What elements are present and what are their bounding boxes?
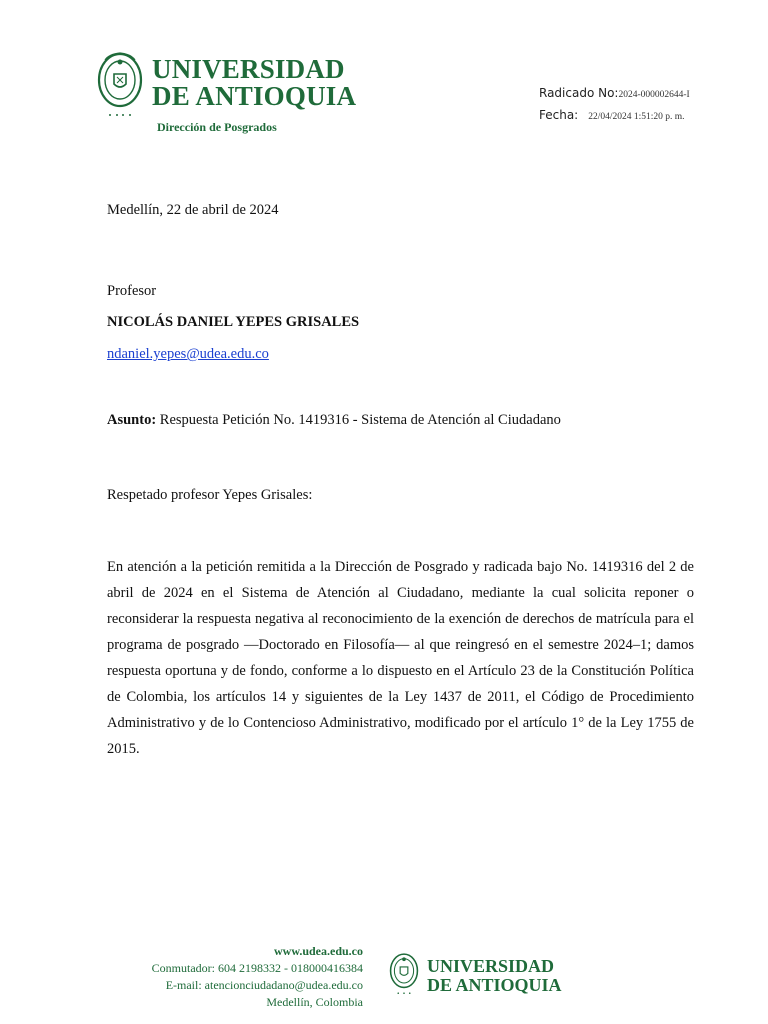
footer-university-name (427, 957, 562, 995)
footer-email[interactable]: E-mail: atencionciudadano@udea.edu.co (165, 978, 363, 992)
footer-city: Medellín, Colombia (266, 995, 363, 1009)
recipient-email-link[interactable]: ndaniel.yepes@udea.edu.co (107, 346, 269, 362)
recipient-title: Profesor (107, 283, 157, 299)
letter-date: Medellín, 22 de abril de 2024 (107, 202, 279, 218)
fecha-row (539, 105, 690, 127)
footer-university-name-line2: DE ANTIOQUIA (427, 975, 562, 995)
footer-website[interactable]: www.udea.edu.co (273, 944, 363, 958)
fecha-label: Fecha: (539, 108, 579, 122)
salutation: Respetado profesor Yepes Grisales: (107, 487, 313, 503)
university-logo (95, 50, 365, 140)
university-seal-icon (388, 951, 420, 997)
radicado-row (539, 83, 690, 105)
university-name-line1: UNIVERSIDAD (152, 54, 345, 84)
subject-label: Asunto: (107, 412, 157, 428)
fecha-value: 22/04/2024 1:51:20 p. m. (588, 112, 685, 122)
footer-phone: Conmutador: 604 2198332 - 018000416384 (151, 961, 363, 975)
university-seal-icon (95, 50, 145, 120)
radicado-label: Radicado No: (539, 86, 619, 100)
subject-line (107, 411, 561, 429)
department-name: Dirección de Posgrados (157, 120, 277, 134)
university-name-line2: DE ANTIOQUIA (152, 81, 357, 111)
footer-university-logo (388, 951, 568, 999)
recipient-name: NICOLÁS DANIEL YEPES GRISALES (107, 314, 360, 330)
footer-contact (120, 943, 363, 1011)
radicado-block (539, 83, 690, 127)
radicado-value: 2024-000002644-I (618, 90, 690, 100)
footer-university-name-line1: UNIVERSIDAD (427, 956, 555, 976)
body-paragraph: En atención a la petición remitida a la Dirección de Posgrado y radicada bajo No. 1419316 del 2 de abril de 2024 en el Sistema de Atención al Ciudadano, mediante la cual solicita reponer o reconsiderar la respuesta negativa al reconocimiento de la exención de derechos de matrícula para el programa de posgrado —Doctorado en Filosofía— al que reingresó en el semestre 2024–1; damos respuesta oportuna y de fondo, conforme a lo dispuesto en el Artículo 23 de la Constitución Política de Colombia, los artículos 14 y siguientes de la Ley 1437 de 2011, el Código de Procedimiento Administrativo y de lo Contencioso Administrativo, modificado por el artículo 1° de la Ley 1755 de 2015. (107, 559, 694, 757)
subject-text: Respuesta Petición No. 1419316 - Sistema de Atención al Ciudadano (156, 412, 561, 428)
university-name (152, 56, 356, 110)
